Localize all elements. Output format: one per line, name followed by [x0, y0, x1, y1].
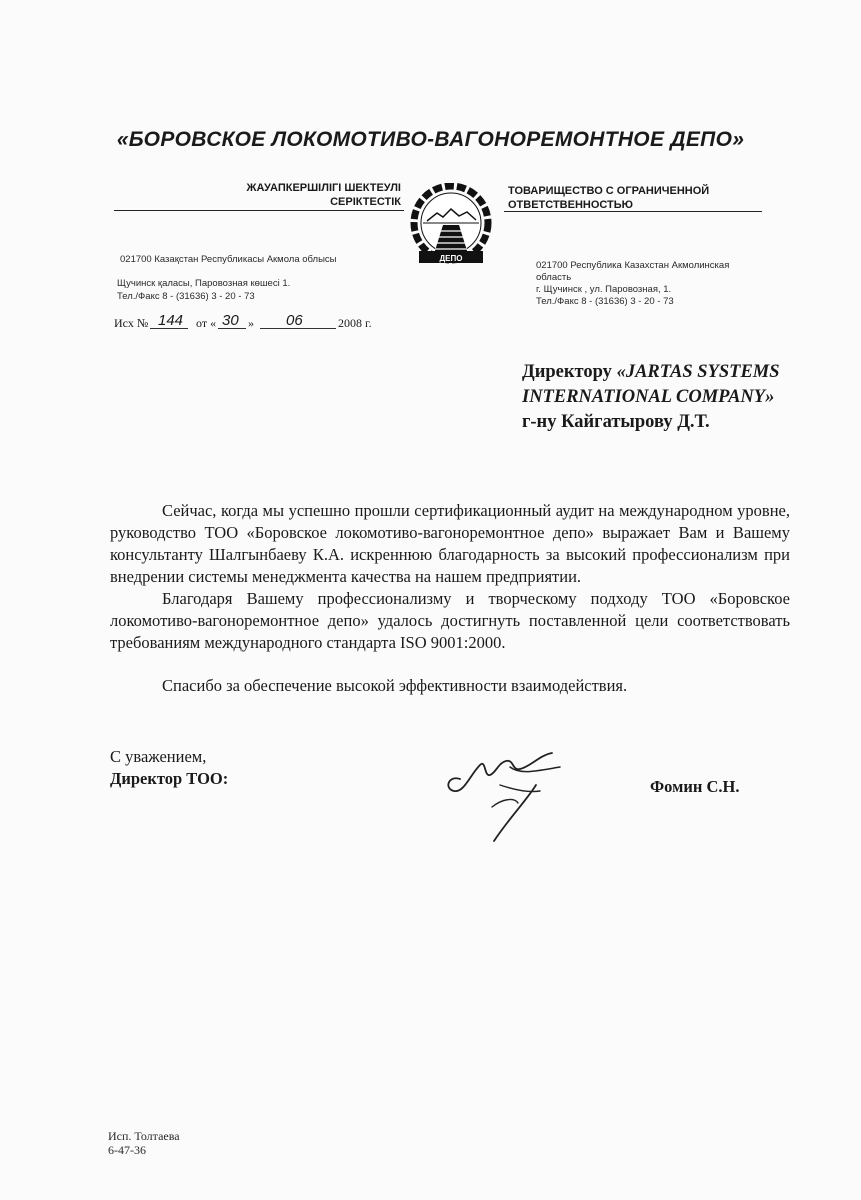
outgoing-number: 144	[158, 312, 184, 329]
kz-company-type-line1: ЖАУАПКЕРШІЛІГІ ШЕКТЕУЛІ	[246, 182, 401, 194]
header-rule-right	[504, 211, 762, 212]
addressee-line1	[522, 360, 842, 385]
organization-title: «БОРОВСКОЕ ЛОКОМОТИВО-ВАГОНОРЕМОНТНОЕ ДЕПО»	[116, 128, 745, 151]
outgoing-number-label: Исх №	[114, 316, 149, 330]
depot-logo	[403, 183, 501, 267]
executor-name: Исп. Толтаева	[108, 1129, 180, 1143]
outgoing-close-quote: »	[248, 316, 254, 330]
closing-regards: С уважением,	[110, 747, 207, 766]
ru-address-line4: Тел./Факс 8 - (31636) 3 - 20 - 73	[536, 296, 674, 307]
outgoing-day: 30	[222, 312, 239, 329]
ru-address-line3: г. Щучинск , ул. Паровозная, 1.	[536, 284, 672, 295]
handwritten-signature	[440, 745, 600, 845]
outgoing-reference	[114, 312, 414, 334]
ru-company-type-line1: ТОВАРИЩЕСТВО С ОГРАНИЧЕННОЙ	[508, 185, 710, 197]
kz-address-phone: Тел./Факс 8 - (31636) 3 - 20 - 73	[117, 291, 255, 302]
ru-address-line1: 021700 Республика Казахстан Акмолинская	[536, 260, 730, 271]
body-paragraph-2: Благодаря Вашему профессионализму и творческому подходу ТОО «Боровское локомотиво-вагоноремонтное депо» удалось достигнуть поставленной цели соответствовать требованиям международного стандарта ISO 9001:2000.	[110, 589, 790, 652]
kz-address-postal: 021700 Казақстан Республикасы Акмола облысы	[120, 254, 337, 265]
ru-address-line2: область	[536, 272, 572, 283]
kz-company-type-line2: СЕРІКТЕСТІК	[330, 196, 401, 208]
ru-company-type	[508, 184, 748, 212]
ru-company-type-line2: ОТВЕТСТВЕННОСТЬЮ	[508, 199, 634, 211]
signer-name: Фомин С.Н.	[650, 777, 740, 796]
addressee-company-part2: INTERNATIONAL COMPANY»	[522, 387, 775, 407]
addressee-block	[522, 360, 842, 435]
addressee-company-part1: «JARTAS SYSTEMS	[616, 362, 780, 382]
letter-body	[110, 500, 790, 697]
header-rule-left	[114, 210, 404, 211]
executor-phone: 6-47-36	[108, 1143, 146, 1157]
kz-company-type	[165, 181, 401, 209]
closing-director-title: Директор ТОО:	[110, 769, 229, 788]
addressee-title: Директору	[522, 362, 617, 382]
addressee-person: г-ну Кайгатырову Д.Т.	[522, 412, 710, 432]
outgoing-from-label: от «	[196, 316, 217, 330]
svg-text:ДЕПО: ДЕПО	[439, 254, 463, 263]
body-paragraph-3: Спасибо за обеспечение высокой эффективности взаимодействия.	[162, 676, 628, 695]
kz-address-street: Щучинск қаласы, Паровозная көшесі 1.	[117, 278, 291, 289]
body-paragraph-1: Сейчас, когда мы успешно прошли сертификационный аудит на международном уровне, руководство ТОО «Боровское локомотиво-вагоноремонтное депо» выражает Вам и Вашему консультанту Шалгынбаеву К.А. искреннюю благодарность за высокий профессионализм при внедрении системы менеджмента качества на нашем предприятии.	[110, 501, 790, 586]
outgoing-year: 2008 г.	[338, 316, 372, 330]
outgoing-month: 06	[286, 312, 303, 329]
closing-block	[110, 746, 228, 790]
ru-address	[536, 260, 776, 308]
executor-footer	[108, 1129, 180, 1157]
